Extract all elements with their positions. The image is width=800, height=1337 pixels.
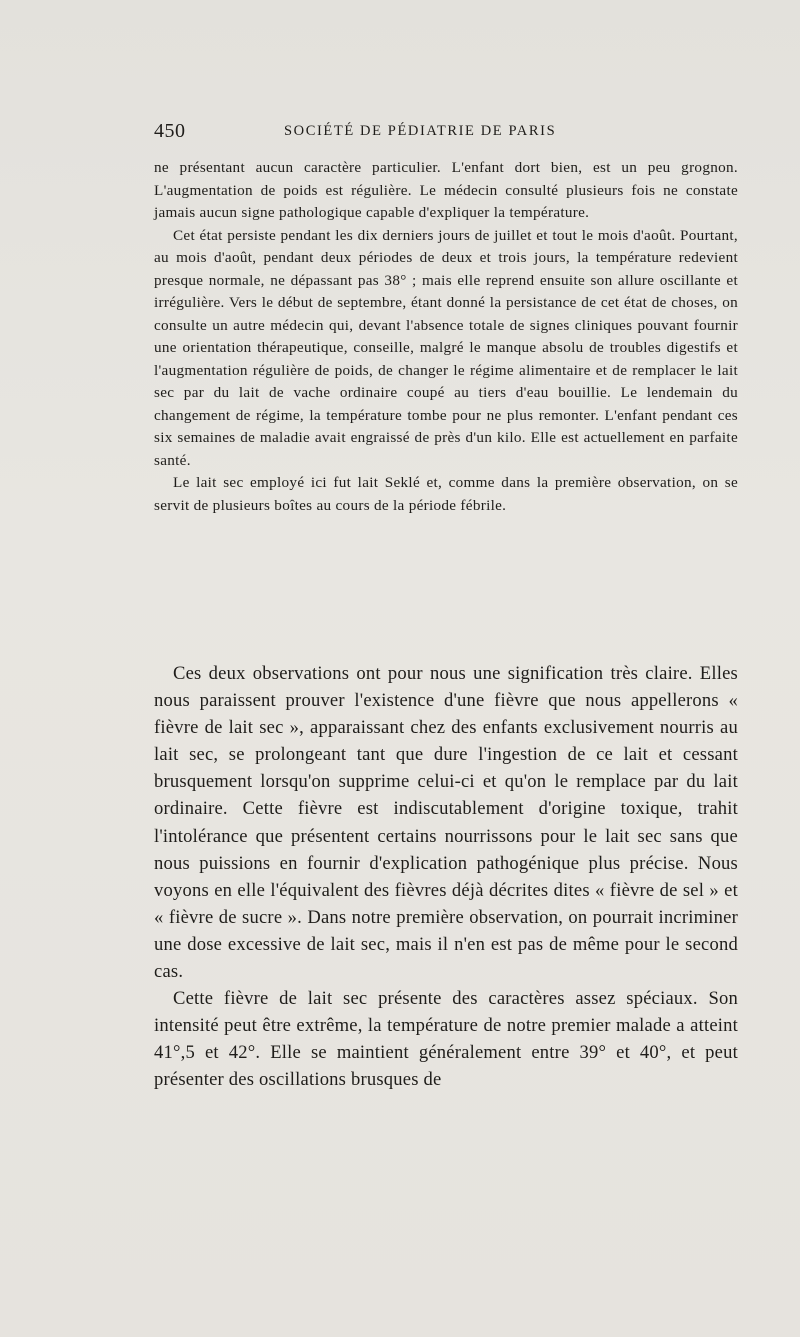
- paragraph: ne présentant aucun caractère particulier. L'enfant dort bien, est un peu grognon. L'augmentation de poids est régulière. Le médecin consulté plusieurs fois ne constate jamais aucun signe pathologique capable d'expliquer la température.: [154, 159, 738, 221]
- paragraph: Le lait sec employé ici fut lait Seklé et, comme dans la première observation, on se servit de plusieurs boîtes au cours de la période fébrile.: [154, 474, 738, 514]
- case-report-text: [154, 157, 738, 517]
- paragraph: Cette fièvre de lait sec présente des caractères assez spéciaux. Son intensité peut être extrême, la température de notre premier malade a atteint 41°,5 et 42°. Elle se maintient généralement entre 39° et 40°, et peut présenter des oscillations brusques de: [154, 988, 738, 1091]
- paragraph: Cet état persiste pendant les dix derniers jours de juillet et tout le mois d'août. Pourtant, au mois d'août, pendant deux périodes de deux et trois jours, la température redevient presque normale, ne dépassant pas 38° ; mais elle reprend ensuite son allure oscillante et irrégulière. Vers le début de septembre, étant donné la persistance de cet état de choses, on consulte un autre médecin qui, devant l'absence totale de signes cliniques pouvant fournir une orientation thérapeutique, conseille, malgré le manque absolu de troubles digestifs et l'augmentation régulière de poids, de changer le régime alimentaire et de remplacer le lait sec par du lait de vache ordinaire coupé au tiers d'eau bouillie. Le lendemain du changement de régime, la température tombe pour ne plus remonter. L'enfant pendant ces six semaines de maladie avait engraissé de près d'un kilo. Elle est actuellement en parfaite santé.: [154, 226, 738, 469]
- discussion-text: [154, 660, 738, 1094]
- paragraph: Ces deux observations ont pour nous une signification très claire. Elles nous paraissent prouver l'existence d'une fièvre que nous appellerons « fièvre de lait sec », apparaissant chez des enfants exclusivement nourris au lait sec, se prolongeant tant que dure l'ingestion de ce lait et cessant brusquement lorsqu'on supprime celui-ci et qu'on le remplace par du lait ordinaire. Cette fièvre est indiscutablement d'origine toxique, trahit l'intolérance que présentent certains nourrissons pour le lait sec sans que nous puissions en fournir d'explication pathogénique plus précise. Nous voyons en elle l'équivalent des fièvres déjà décrites dites « fièvre de sel » et « fièvre de sucre ». Dans notre première observation, on pourrait incriminer une dose excessive de lait sec, mais il n'en est pas de même pour le second cas.: [154, 663, 738, 983]
- journal-title: SOCIÉTÉ DE PÉDIATRIE DE PARIS: [284, 123, 557, 139]
- running-head: [154, 120, 740, 148]
- page-number: 450: [154, 120, 186, 142]
